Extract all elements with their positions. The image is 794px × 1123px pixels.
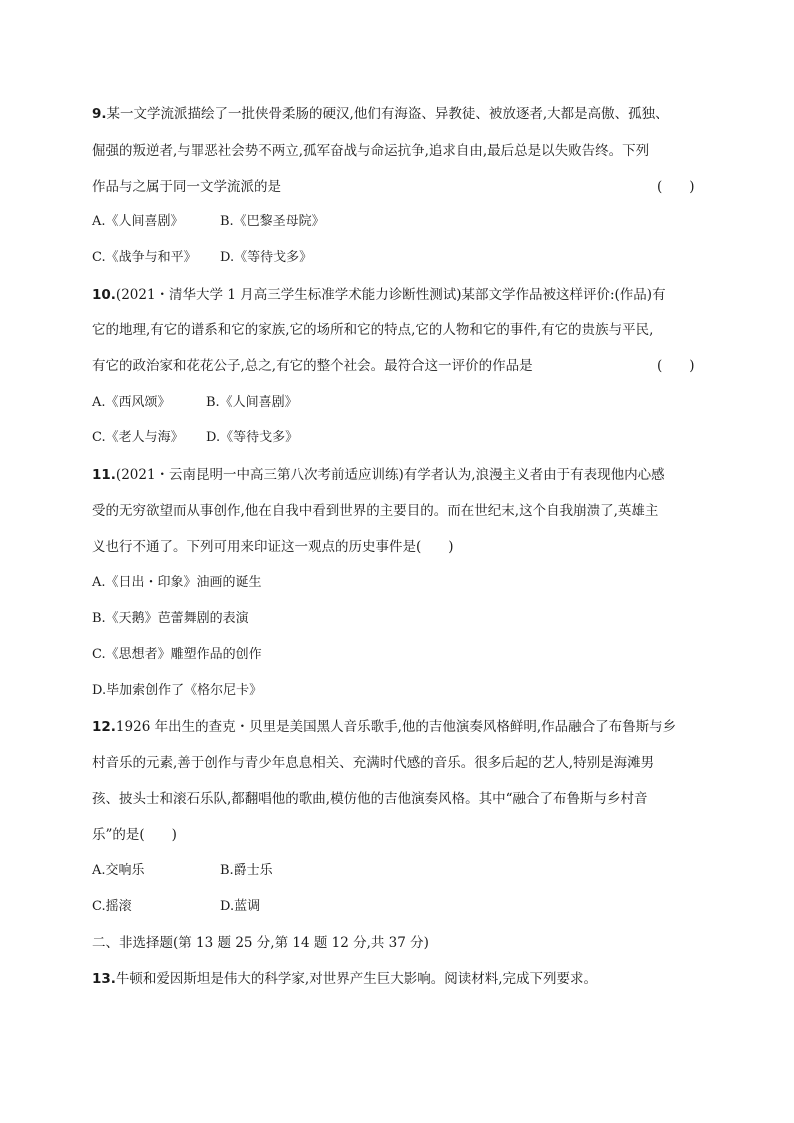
q10-option-d: D.《等待戈多》 — [206, 430, 299, 445]
q12-option-c: C.摇滚 — [92, 899, 132, 914]
q9-option-c: C.《战争与和平》 — [92, 250, 197, 265]
q11-option-c: C.《思想者》雕塑作品的创作 — [92, 647, 262, 662]
q10-option-a: A.《西风颂》 — [92, 395, 171, 410]
section-2-heading: 二、非选择题(第 13 题 25 分,第 14 题 12 分,共 37 分) — [92, 935, 429, 951]
q12-option-d: D.蓝调 — [220, 899, 261, 914]
q9-line-3: 作品与之属于同一文学流派的是 — [92, 179, 281, 195]
q12-line-4: 乐”的是( ) — [92, 827, 177, 843]
q10-line-1: 10.(2021・清华大学 1 月高三学生标准学术能力诊断性测试)某部文学作品被这样评价:(作品)有 — [92, 287, 666, 303]
q9-option-d: D.《等待戈多》 — [220, 250, 313, 265]
q11-line-2: 受的无穷欲望而从事创作,他在自我中看到世界的主要目的。而在世纪末,这个自我崩溃了,英雄主 — [92, 503, 659, 519]
q11-number: 11. — [92, 467, 116, 483]
q11-option-a: A.《日出・印象》油画的诞生 — [92, 575, 262, 590]
q10-option-b: B.《人间喜剧》 — [206, 395, 298, 410]
q9-number: 9. — [92, 106, 107, 122]
q10-option-c: C.《老人与海》 — [92, 430, 184, 445]
q10-line-2: 它的地理,有它的谱系和它的家族,它的场所和它的特点,它的人物和它的事件,有它的贵族与平民, — [92, 322, 654, 338]
q13-number: 13. — [92, 971, 116, 987]
q9-option-a: A.《人间喜剧》 — [92, 214, 184, 229]
q12-line-2: 村音乐的元素,善于创作与青少年息息相关、充满时代感的音乐。很多后起的艺人,特别是海滩男 — [92, 755, 655, 771]
q11-line-3: 义也行不通了。下列可用来印证这一观点的历史事件是( ) — [92, 539, 454, 555]
q12-option-b: B.爵士乐 — [220, 863, 273, 878]
q12-option-a: A.交响乐 — [92, 863, 145, 878]
q9-line-2: 倔强的叛逆者,与罪恶社会势不两立,孤军奋战与命运抗争,追求自由,最后总是以失败告终。下列 — [92, 143, 650, 159]
q9-answer-bracket: ( ) — [657, 179, 695, 195]
q12-line-1: 12.1926 年出生的查克・贝里是美国黑人音乐歌手,他的吉他演奏风格鲜明,作品融合了布鲁斯与乡 — [92, 719, 677, 735]
q9-option-b: B.《巴黎圣母院》 — [220, 214, 325, 229]
q10-answer-bracket: ( ) — [657, 358, 695, 374]
q13-line-1: 13.牛顿和爱因斯坦是伟大的科学家,对世界产生巨大影响。阅读材料,完成下列要求。 — [92, 971, 598, 987]
q9-line-1: 9.某一文学流派描绘了一批侠骨柔肠的硬汉,他们有海盗、异教徒、被放逐者,大都是高傲、孤独、 — [92, 106, 669, 122]
q11-option-b: B.《天鹅》芭蕾舞剧的表演 — [92, 611, 249, 626]
q10-line-3: 有它的政治家和花花公子,总之,有它的整个社会。最符合这一评价的作品是 — [92, 358, 533, 374]
q11-option-d: D.毕加索创作了《格尔尼卡》 — [92, 683, 263, 698]
q11-line-1: 11.(2021・云南昆明一中高三第八次考前适应训练)有学者认为,浪漫主义者由于有表现他内心感 — [92, 467, 665, 483]
q12-number: 12. — [92, 719, 116, 735]
q12-line-3: 孩、披头士和滚石乐队,都翻唱他的歌曲,模仿他的吉他演奏风格。其中“融合了布鲁斯与乡村音 — [92, 791, 648, 807]
q10-number: 10. — [92, 287, 116, 303]
